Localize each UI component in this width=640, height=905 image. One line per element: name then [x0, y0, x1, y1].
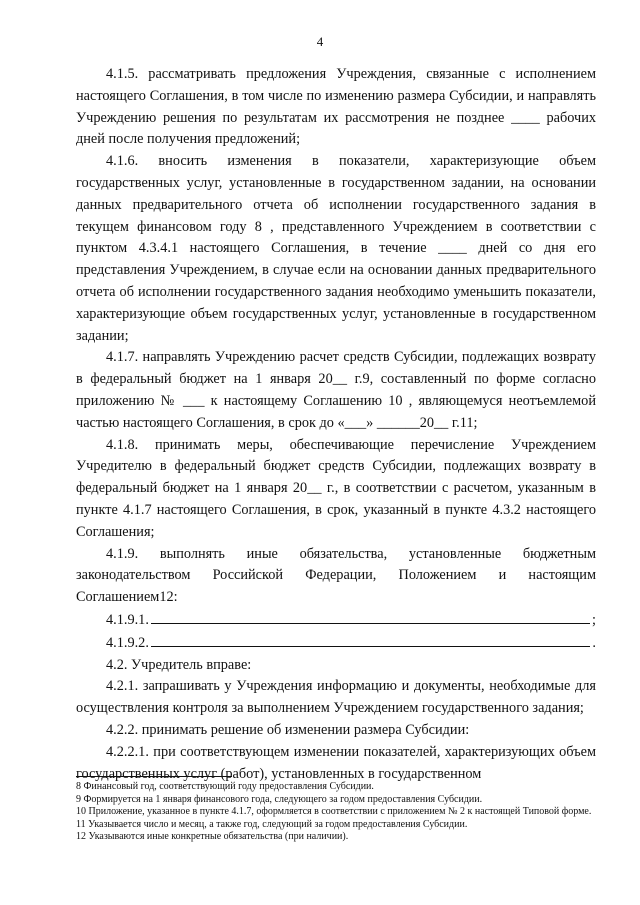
footnote-separator	[76, 776, 232, 777]
clause-4-2-2-1: 4.2.2.1. при соответствующем изменении показателей, характеризующих объем государственных услуг (работ), установленных в государственном	[76, 743, 596, 782]
clause-4-2-1: 4.2.1. запрашивать у Учреждения информацию и документы, необходимые для осуществления контроля за выполнением Учреждением государственного задания;	[76, 678, 596, 717]
blank-fill-line	[151, 609, 590, 624]
clause-label: 4.1.9.1.	[106, 611, 149, 628]
line-end-punct: ;	[592, 611, 596, 628]
blank-fill-line	[151, 632, 591, 647]
clause-4-1-9: 4.1.9. выполнять иные обязательства, установленные бюджетным законодательством Российской Федерации, Положением и настоящим Соглашением12:	[76, 545, 596, 606]
clause-4-1-6: 4.1.6. вносить изменения в показатели, характеризующие объем государственных услуг, установленные в государственном задании, на основании данных предварительного отчета об исполнении государственного задания в текущем финансовом году 8 , представленного Учреждением в соответствии с пунктом 4.3.4.1 настоящего Соглашения, в течение ____ дней со дня его представления Учреждением, в случае если на основании данных предварительного отчета об исполнении государственного задания необходимо уменьшить показатели, характеризующие объем государственных услуг, установленные в государственном задании;	[76, 153, 596, 344]
footnote-12: 12 Указываются иные конкретные обязательства (при наличии).	[76, 831, 349, 843]
page-number: 4	[316, 34, 324, 49]
footnote-8: 8 Финансовый год, соответствующий году предоставления Субсидии.	[76, 781, 374, 792]
clause-4-1-9-1	[76, 609, 596, 632]
clause-label: 4.1.9.2.	[106, 634, 149, 651]
footnote-9: 9 Формируется на 1 января финансового года, следующего за годом предоставления Субсидии.	[76, 793, 483, 805]
document-body	[76, 64, 596, 785]
clause-4-2: 4.2. Учредитель вправе:	[106, 656, 252, 673]
line-end-punct: .	[592, 634, 596, 651]
clause-4-1-5: 4.1.5. рассматривать предложения Учреждения, связанные с исполнением настоящего Соглашения, в том числе по изменению размера Субсидии, и направлять Учреждению решения по результатам их рассмотрения не позднее ____ рабочих дней после получения предложений;	[76, 66, 596, 148]
footnote-11: 11 Указывается число и месяц, а также год, следующий за годом предоставления Субсидии.	[76, 818, 468, 830]
clause-4-2-2: 4.2.2. принимать решение об изменении размера Субсидии:	[106, 721, 470, 738]
clause-4-1-7: 4.1.7. направлять Учреждению расчет средств Субсидии, подлежащих возврату в федеральный бюджет на 1 января 20__ г.9, составленный по форме согласно приложению № ___ к настоящему Соглашению 10 , являющемуся неотъемлемой частью настоящего Соглашения, в срок до «___» ______20__ г.11;	[76, 349, 596, 431]
clause-4-1-8: 4.1.8. принимать меры, обеспечивающие перечисление Учреждением Учредителю в федеральный бюджет средств Субсидии, подлежащих возврату в федеральный бюджет на 1 января 20__ г., в соответствии с расчетом, указанным в пункте 4.1.7 настоящего Соглашения, в срок, указанный в пункте 4.3.2 настоящего Соглашения;	[76, 436, 596, 540]
footnotes	[76, 781, 596, 844]
clause-4-1-9-2	[76, 632, 596, 655]
footnote-10: 10 Приложение, указанное в пункте 4.1.7, оформляется в соответствии с приложением № 2 к настоящей Типовой форме.	[76, 806, 592, 818]
